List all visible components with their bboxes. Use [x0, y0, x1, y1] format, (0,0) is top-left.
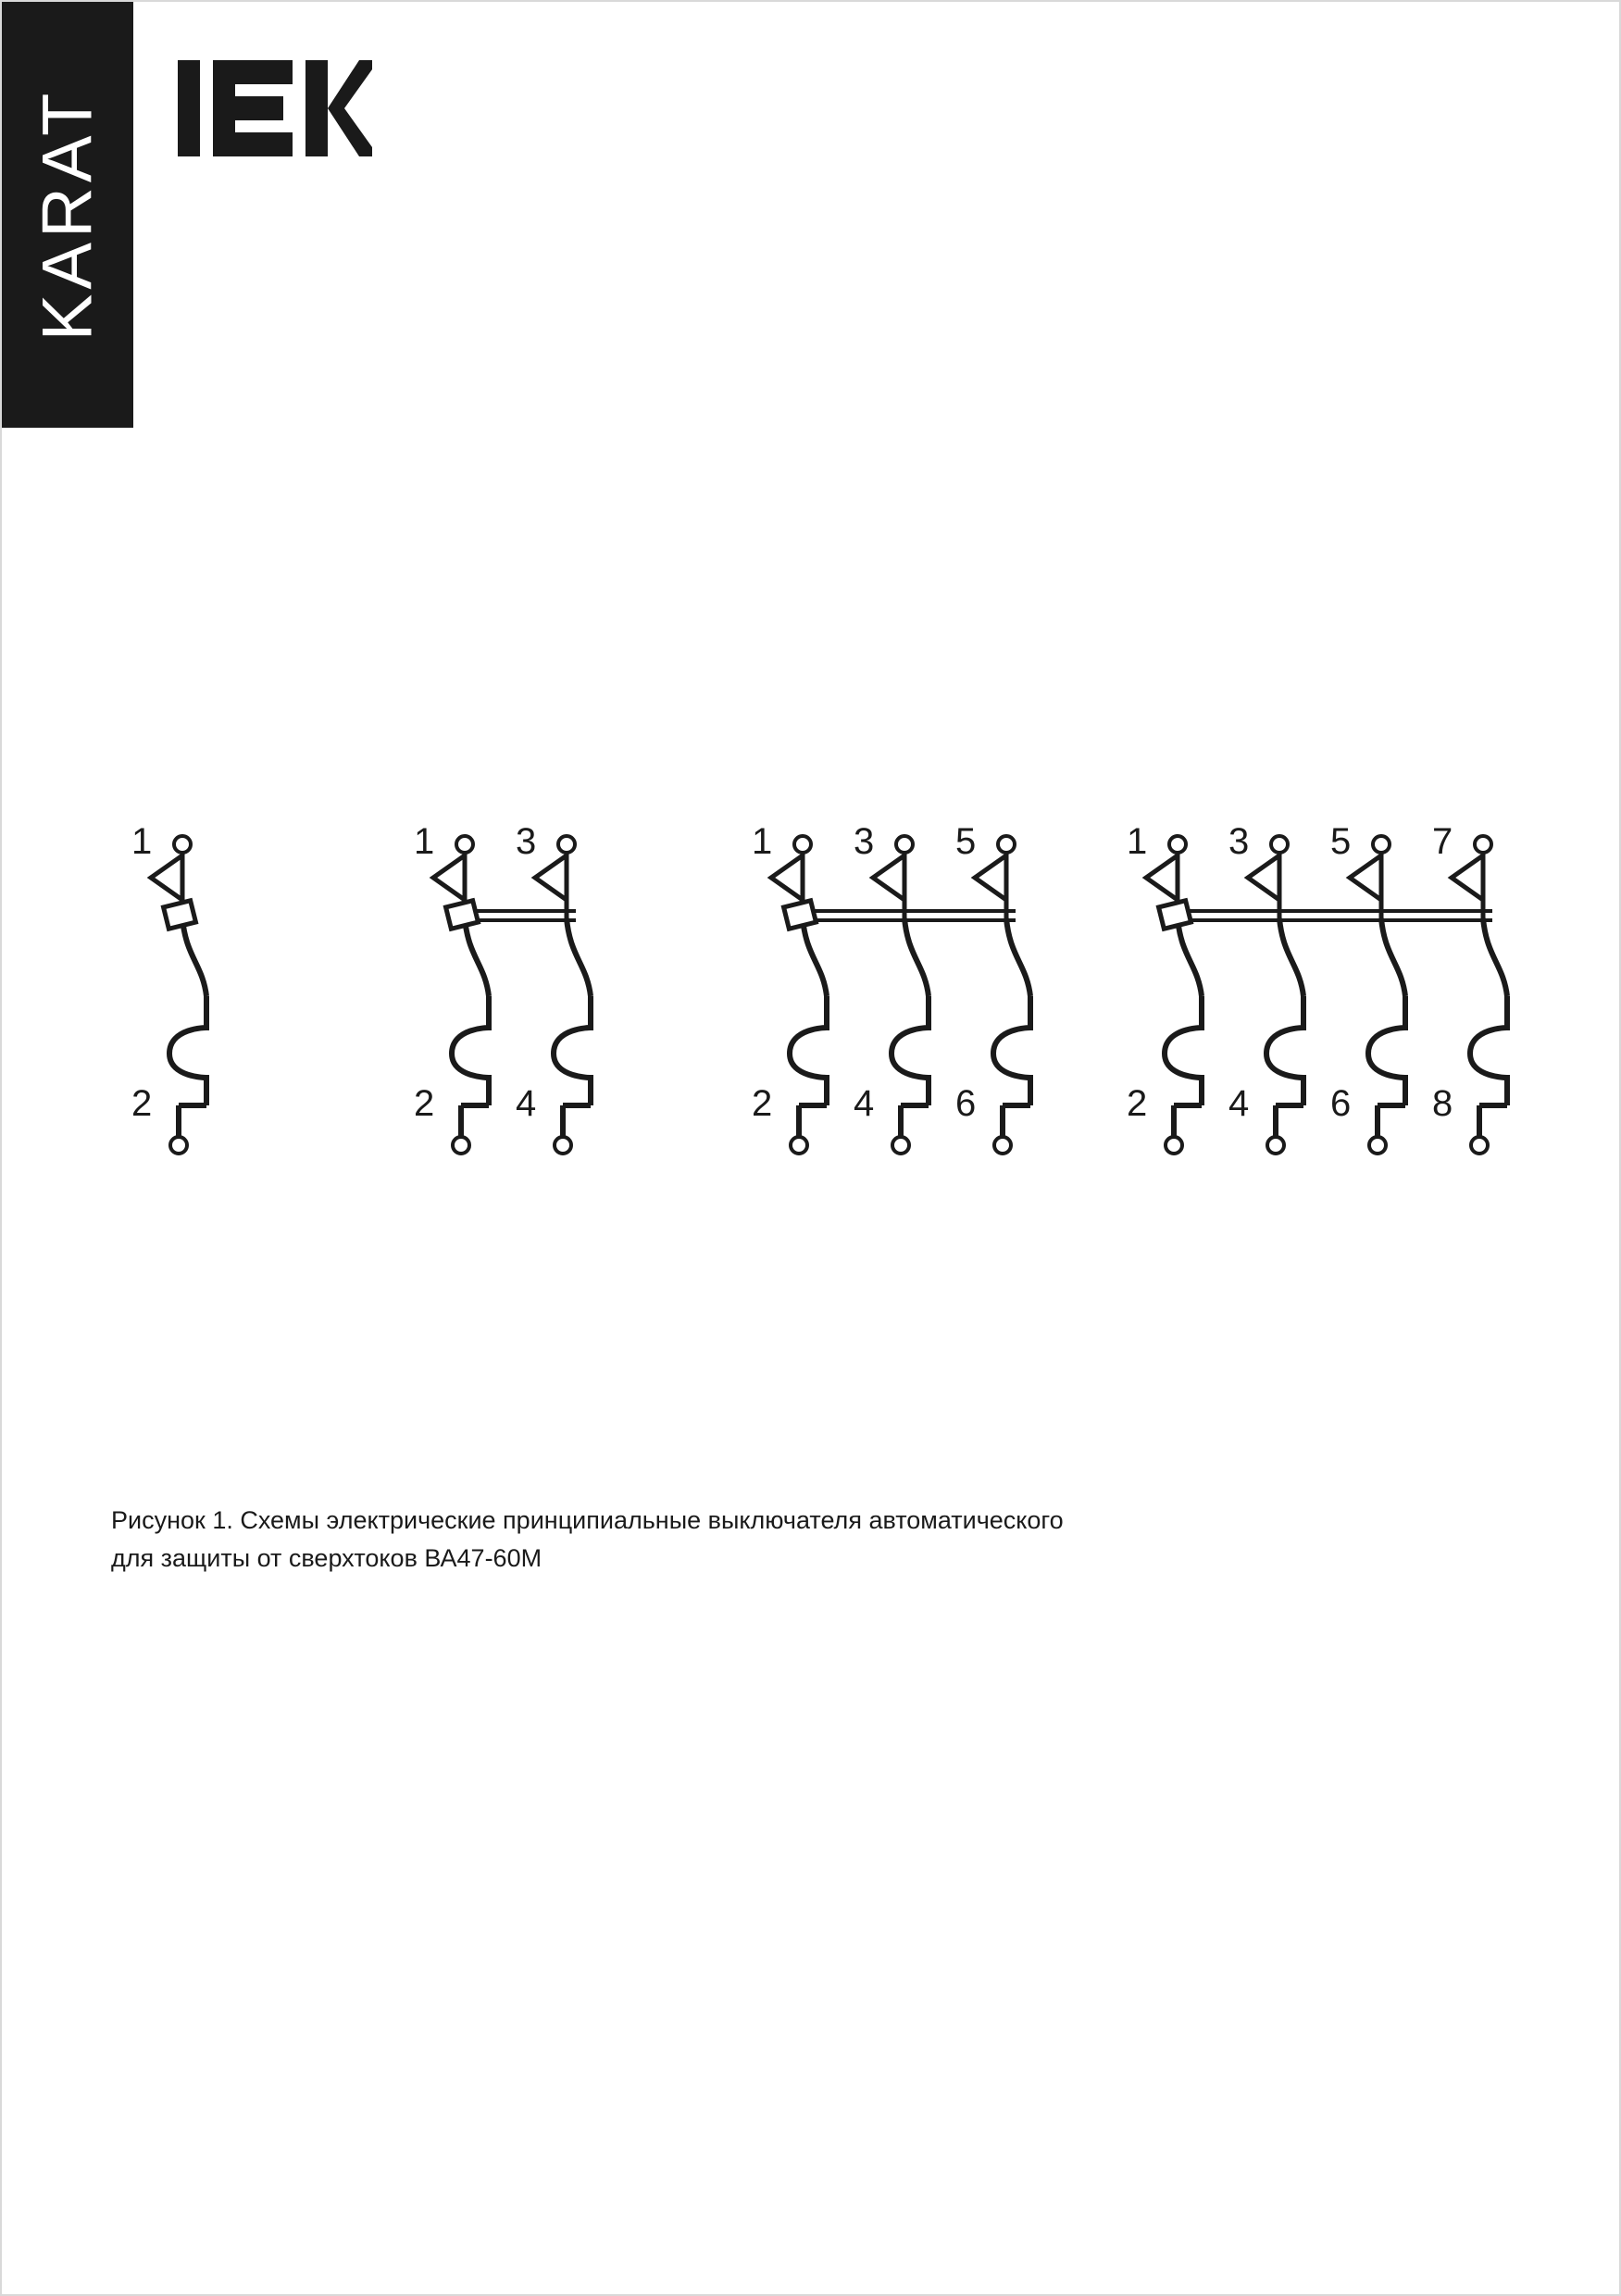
brand-vertical-label: KARAT	[28, 88, 107, 342]
schematic-svg	[2, 678, 1621, 1196]
iek-logo	[178, 53, 372, 164]
brand-bar	[2, 2, 133, 428]
terminal-label-3p-bottom-6: 6	[955, 1083, 977, 1124]
figure-caption-line-2: для защиты от сверхтоков ВА47-60М	[111, 1544, 542, 1572]
schematic-1p	[131, 821, 206, 1154]
handle-2p	[446, 901, 479, 930]
terminal-label-4p-top-7: 7	[1432, 821, 1453, 862]
schematic-diagram-group	[2, 678, 1621, 1196]
terminal-label-3p-top-3: 3	[854, 821, 875, 862]
schematic-3p	[752, 821, 1030, 1154]
terminal-label-2p-bottom-2: 2	[414, 1083, 435, 1124]
terminal-label-4p-bottom-4: 4	[1228, 1083, 1250, 1124]
schematic-4p	[1127, 821, 1507, 1154]
terminal-label-4p-top-3: 3	[1228, 821, 1250, 862]
terminal-label-2p-top-3: 3	[516, 821, 537, 862]
terminal-label-3p-top-5: 5	[955, 821, 977, 862]
terminal-label-1p-bottom-2: 2	[131, 1083, 153, 1124]
terminal-label-3p-bottom-4: 4	[854, 1083, 875, 1124]
schematic-2p	[414, 821, 591, 1154]
terminal-label-4p-bottom-8: 8	[1432, 1083, 1453, 1124]
terminal-label-4p-bottom-6: 6	[1330, 1083, 1352, 1124]
handle-1p	[164, 901, 196, 930]
terminal-label-4p-top-5: 5	[1330, 821, 1352, 862]
terminal-label-3p-bottom-2: 2	[752, 1083, 773, 1124]
terminal-label-2p-top-1: 1	[414, 821, 435, 862]
figure-caption-line-1: Рисунок 1. Схемы электрические принципиальные выключателя автоматического	[111, 1506, 1064, 1534]
terminal-label-1p-top-1: 1	[131, 821, 153, 862]
handle-3p	[784, 901, 817, 930]
handle-4p	[1159, 901, 1191, 930]
terminal-label-4p-bottom-2: 2	[1127, 1083, 1148, 1124]
terminal-label-3p-top-1: 1	[752, 821, 773, 862]
terminal-label-2p-bottom-4: 4	[516, 1083, 537, 1124]
terminal-label-4p-top-1: 1	[1127, 821, 1148, 862]
figure-caption	[111, 1502, 1315, 1578]
